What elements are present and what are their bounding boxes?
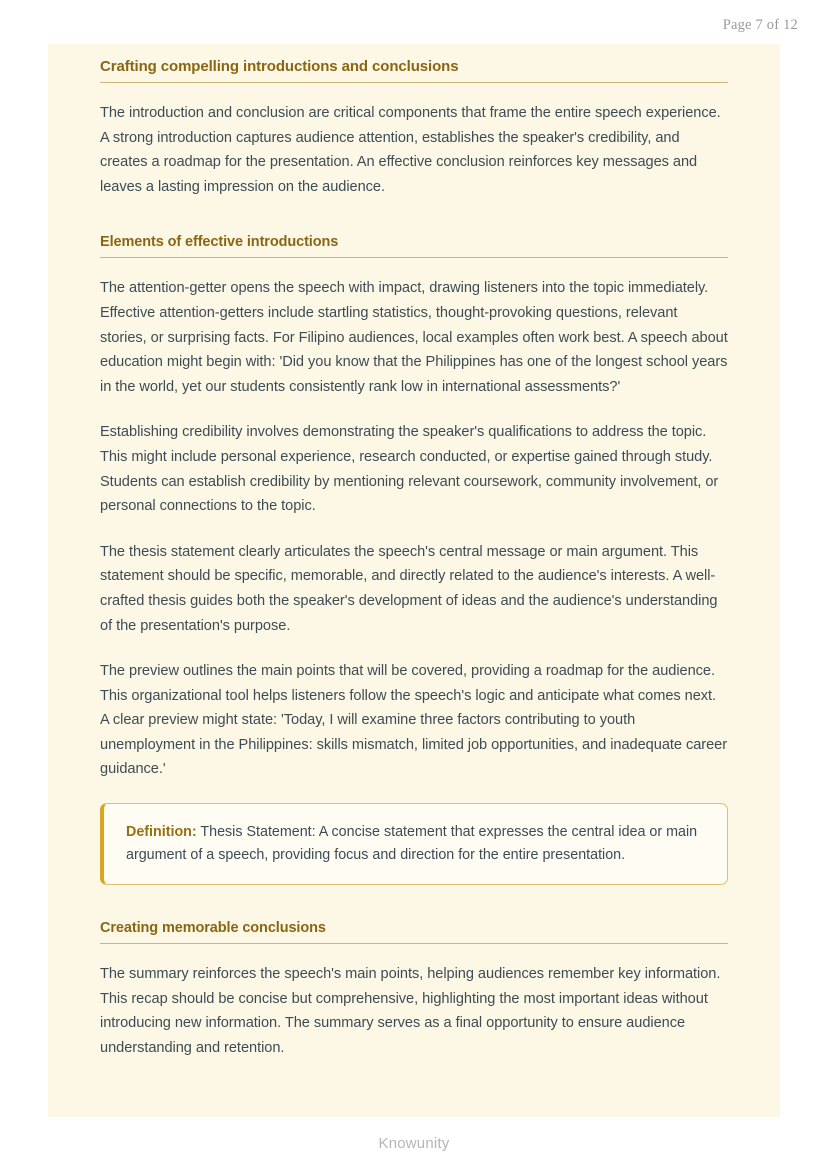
spacer	[100, 638, 728, 659]
spacer	[100, 944, 728, 962]
definition-body: Thesis Statement: A concise statement that expresses the central idea or main argument of a speech, providing focus and direction for the entire presentation.	[126, 824, 698, 863]
paragraph-thesis: The thesis statement clearly articulates the speech's central message or main argument. This statement should be specific, memorable, and directly related to the audience's interests. A well-crafted thesis guides both the speaker's development of ideas and the audience's understanding of the presentation's purpose.	[100, 543, 718, 634]
spacer	[100, 399, 728, 420]
spacer	[100, 782, 728, 803]
spacer	[100, 199, 728, 220]
paragraph-credibility: Establishing credibility involves demonstrating the speaker's qualifications to address the topic. This might include personal experience, research conducted, or expertise gained through study. Students can establish credibility by mentioning relevant coursework, community involvement, or personal connections to the topic.	[100, 424, 719, 515]
spacer	[100, 258, 728, 276]
page-title: Crafting compelling introductions and conclusions	[100, 44, 728, 83]
spacer	[100, 885, 728, 906]
paragraph-preview: The preview outlines the main points that will be covered, providing a roadmap for the audience. This organizational tool helps listeners follow the speech's logic and anticipate what comes next. A clear preview might state: 'Today, I will examine three factors contributing to youth unemployment in the Philippines: skills mismatch, limited job opportunities, and inadequate career guidance.'	[100, 663, 728, 778]
page-indicator: Page 7 of 12	[722, 17, 798, 33]
paragraph-summary: The summary reinforces the speech's main points, helping audiences remember key information. This recap should be concise but comprehensive, highlighting the most important ideas without introducing new information. The summary serves as a final opportunity to ensure audience understanding and retention.	[100, 966, 721, 1056]
spacer	[100, 519, 728, 540]
definition-callout	[100, 803, 728, 885]
spacer	[100, 83, 728, 101]
definition-label: Definition:	[126, 824, 197, 841]
section-heading-conclusions: Creating memorable conclusions	[100, 906, 728, 944]
definition-callout-text	[126, 821, 707, 866]
section-heading-introductions: Elements of effective introductions	[100, 220, 728, 258]
footer-brand: Knowunity	[378, 1135, 450, 1152]
paragraph-attention-getter: The attention-getter opens the speech with impact, drawing listeners into the topic immediately. Effective attention-getters include startling statistics, thought-provoking questions, relevant stories, or surprising facts. For Filipino audiences, local examples often work best. A speech about education might begin with: 'Did you know that the Philippines has one of the longest school years in the world, yet our students consistently rank low in international assessments?'	[100, 280, 728, 395]
intro-paragraph: The introduction and conclusion are critical components that frame the entire speech experience. A strong introduction captures audience attention, establishes the speaker's credibility, and creates a roadmap for the presentation. An effective conclusion reinforces key messages and leaves a lasting impression on the audience.	[100, 105, 721, 195]
content-panel	[48, 44, 780, 1117]
content-body	[48, 44, 728, 1060]
